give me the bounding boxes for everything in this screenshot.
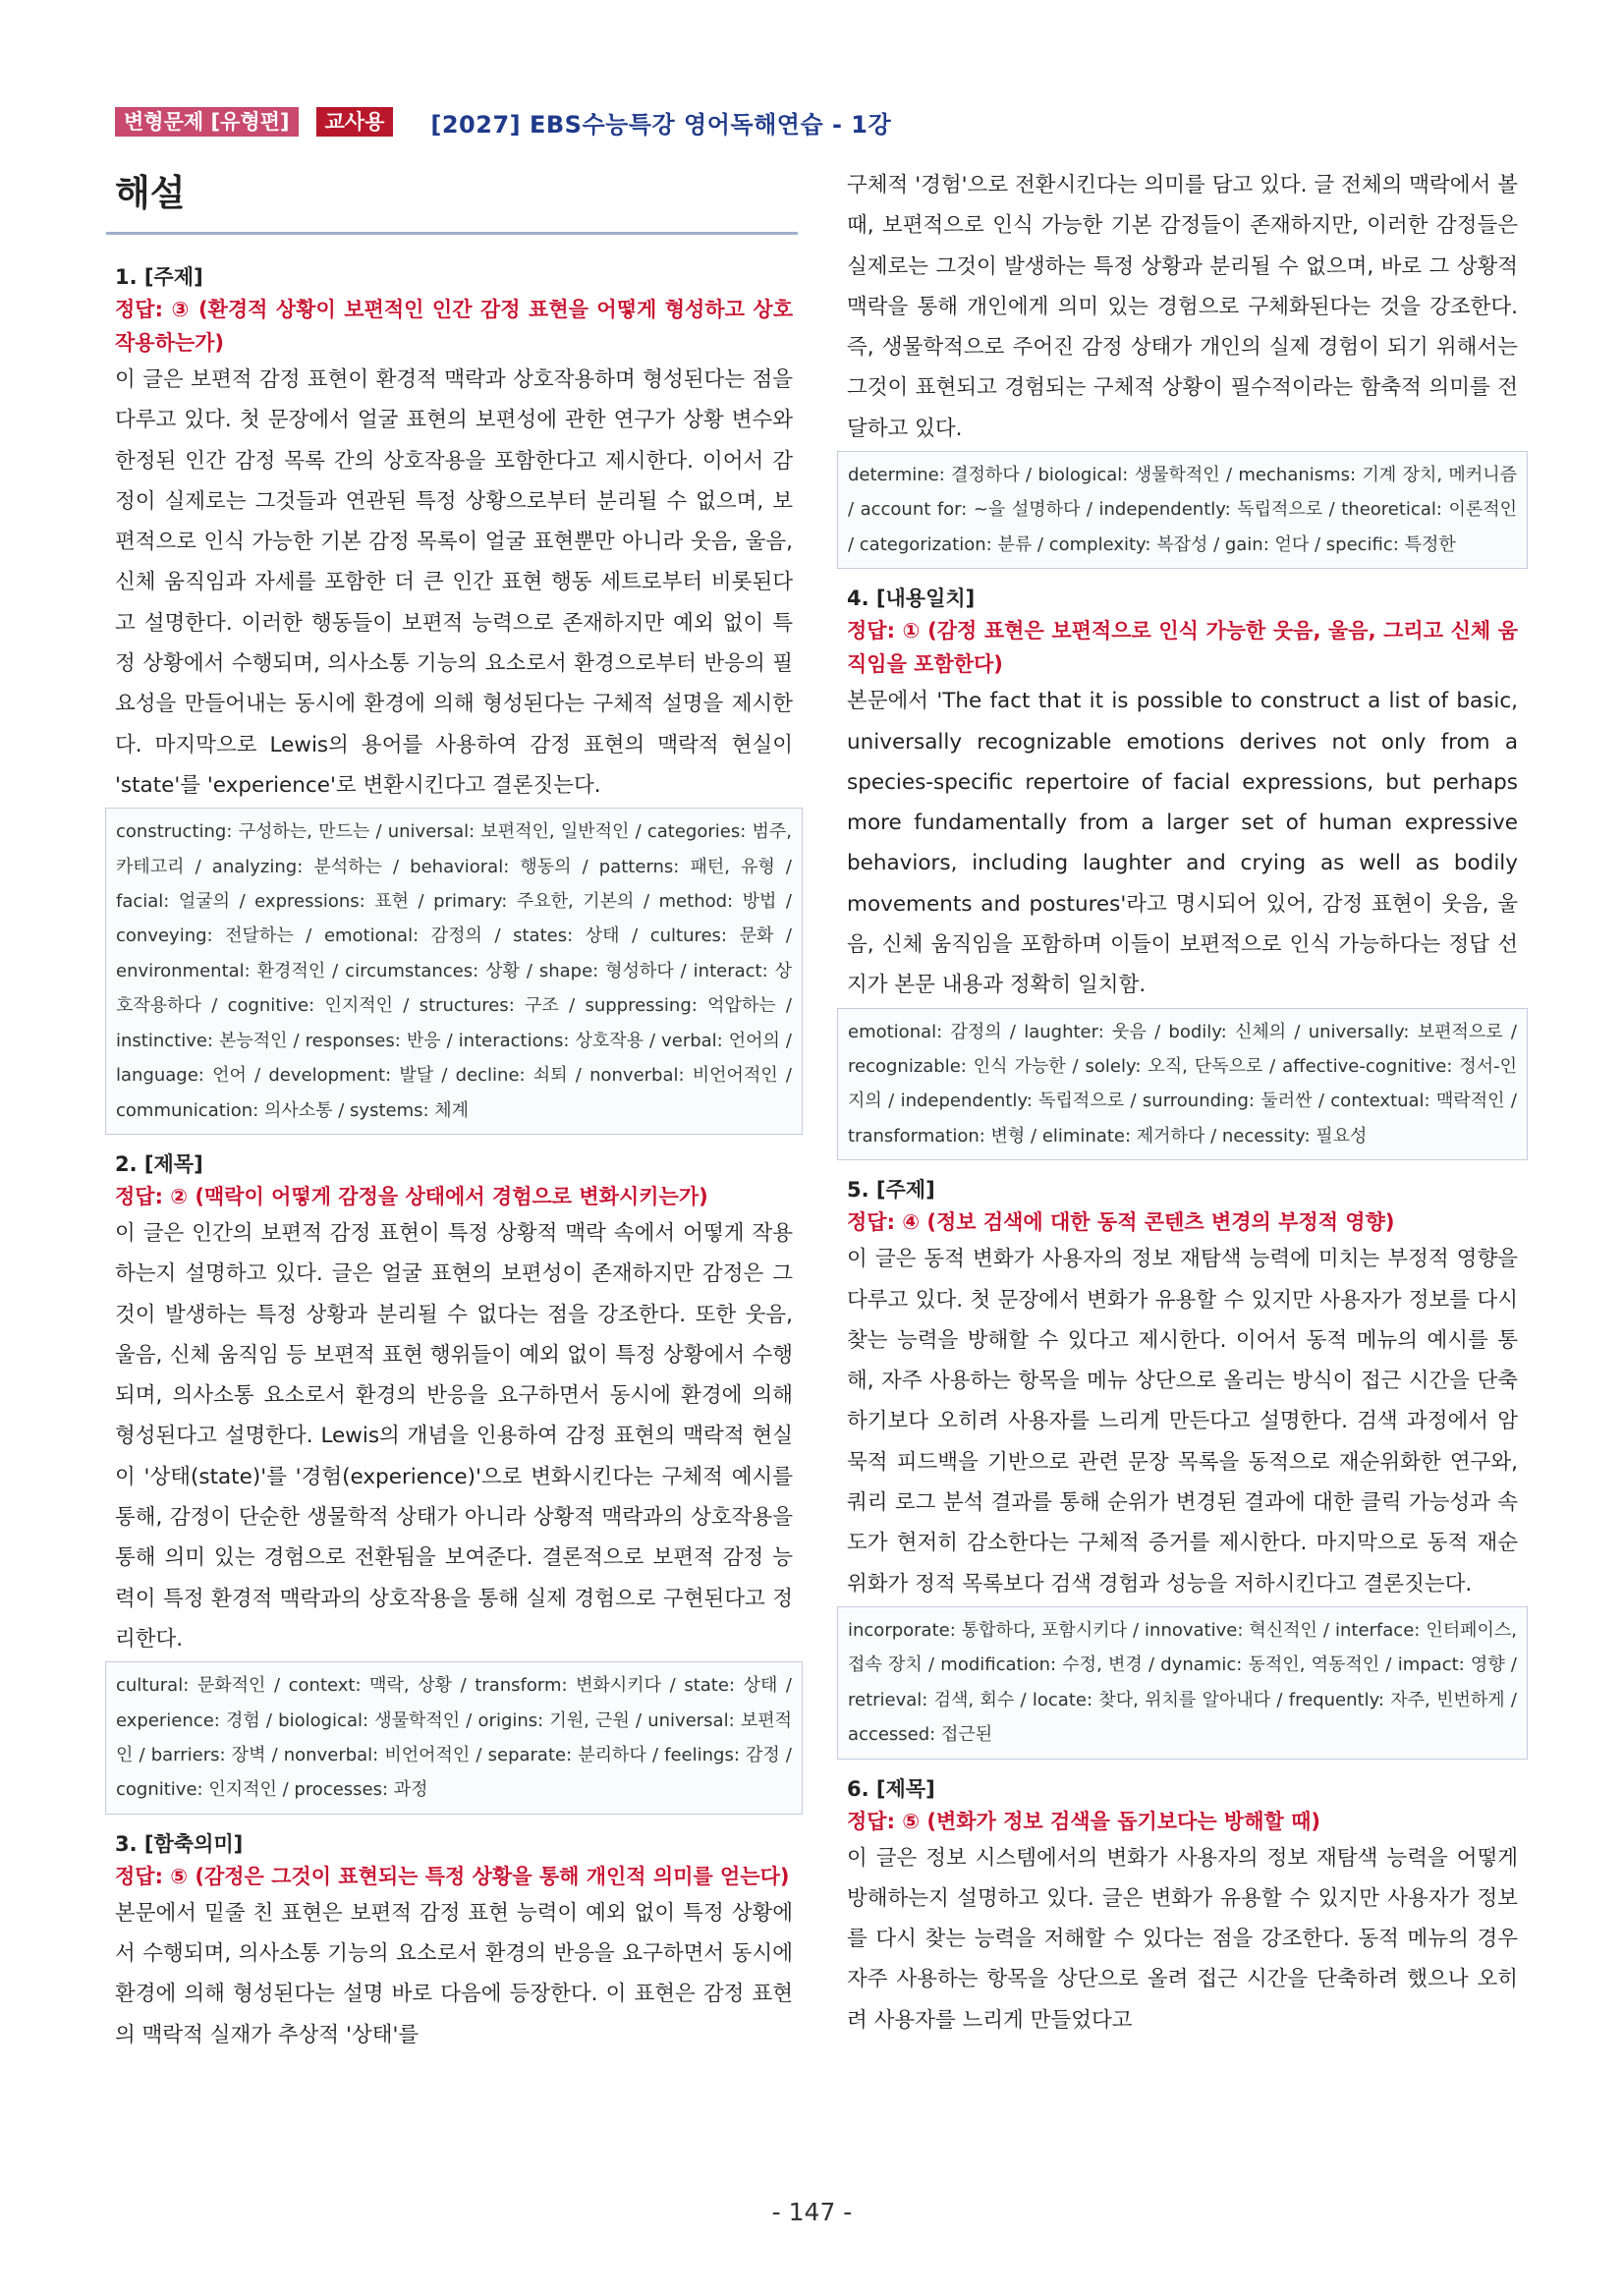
answer-line: 정답: ④ (정보 검색에 대한 동적 콘텐츠 변경의 부정적 영향) [847, 1210, 1395, 1235]
answer-line: 정답: ① (감정 표현은 보편적으로 인식 가능한 웃음, 울음, 그리고 신체 움직임을 포함한다) [847, 619, 1518, 677]
header-title: [2027] EBS수능특강 영어독해연습 - 1강 [430, 110, 892, 139]
vocabulary-box: emotional: 감정의 / laughter: 웃음 / bodily: 신체의 / universally: 보편적으로 / recognizable: 인식 가능한 / solely: 오직, 단독으로 / affective-cognitive: 정서-인지의 / independently: 독립적으로 / surrounding: 둘러싼 / contextual: 맥락적인 / transformation: 변형 / eliminate: 제거하다 / necessity: 필요성 [837, 1008, 1528, 1161]
type-tag: 변형문제 [유형편] [115, 107, 299, 137]
question-heading: 2. [제목] [115, 1151, 203, 1176]
question-heading: 3. [함축의미] [115, 1831, 244, 1856]
section-3-continued [847, 165, 1518, 569]
question-heading: 4. [내용일치] [847, 587, 976, 611]
explanation-text: 이 글은 정보 시스템에서의 변화가 사용자의 정보 재탐색 능력을 어떻게 방해하는지 설명하고 있다. 글은 변화가 유용할 수 있지만 사용자가 정보를 다시 찾는 능력을 저해할 수 있다는 점을 강조한다. 동적 메뉴의 경우 자주 사용하는 항목을 상단으로 올려 접근 시간을 단축하려 했으나 오히려 사용자를 느리게 만들었다고 [847, 1845, 1518, 2033]
question-heading: 6. [제목] [847, 1776, 935, 1801]
explanation-text-continued: 구체적 '경험'으로 전환시킨다는 의미를 담고 있다. 글 전체의 맥락에서 볼 때, 보편적으로 인식 가능한 기본 감정들이 존재하지만, 이러한 감정들은 실제로는 그것이 발생하는 특정 상황과 분리될 수 없으며, 바로 그 상황적 맥락을 통해 개인에게 의미 있는 경험으로 구체화된다는 것을 강조한다. 즉, 생물학적으로 주어진 감정 상태가 개인의 실제 경험이 되기 위해서는 그것이 표현되고 경험되는 구체적 상황이 필수적이라는 함축적 의미를 전달하고 있다. [847, 173, 1518, 441]
answer-line: 정답: ② (맥락이 어떻게 감정을 상태에서 경험으로 변화시키는가) [115, 1184, 708, 1208]
page-header [115, 104, 891, 140]
explanation-text: 이 글은 동적 변화가 사용자의 정보 재탐색 능력에 미치는 부정적 영향을 다루고 있다. 첫 문장에서 변화가 유용할 수 있지만 사용자가 정보를 다시 찾는 능력을 방해할 수 있다고 제시한다. 이어서 동적 메뉴의 예시를 통해, 자주 사용하는 항목을 메뉴 상단으로 올리는 방식이 접근 시간을 단축하기보다 오히려 사용자를 느리게 만든다고 설명한다. 검색 과정에서 암묵적 피드백을 기반으로 관련 문장 목록을 동적으로 재순위화한 연구와, 쿼리 로그 분석 결과를 통해 순위가 변경된 결과에 대한 클릭 가능성과 속도가 현저히 감소한다는 구체적 증거를 제시한다. 마지막으로 동적 재순위화가 정적 목록보다 검색 경험과 성능을 저하시킨다고 결론짓는다. [847, 1247, 1518, 1596]
section-4 [847, 583, 1518, 1160]
answer-line: 정답: ③ (환경적 상황이 보편적인 인간 감정 표현을 어떻게 형성하고 상호작용하는가) [115, 298, 793, 355]
page-number: - 147 - [771, 2198, 853, 2226]
left-column [115, 250, 793, 2055]
vocabulary-box: incorporate: 통합하다, 포함시키다 / innovative: 혁신적인 / interface: 인터페이스, 접속 장치 / modification: 수정, 변경 / dynamic: 동적인, 역동적인 / impact: 영향 / retrieval: 검색, 회수 / locate: 찾다, 위치를 알아내다 / frequently: 자주, 빈번하게 / accessed: 접근된 [837, 1606, 1528, 1760]
section-5 [847, 1174, 1518, 1759]
section-1 [115, 261, 793, 1135]
right-column [847, 165, 1518, 2041]
page-title: 해설 [115, 172, 186, 214]
answer-line: 정답: ⑤ (감정은 그것이 표현되는 특정 상황을 통해 개인적 의미를 얻는다) [115, 1864, 790, 1888]
vocabulary-box: cultural: 문화적인 / context: 맥락, 상황 / transform: 변화시키다 / state: 상태 / experience: 경험 / biological: 생물학적인 / origins: 기원, 근원 / universal: 보편적인 / barriers: 장벽 / nonverbal: 비언어적인 / separate: 분리하다 / feelings: 감정 / cognitive: 인지적인 / processes: 과정 [105, 1661, 803, 1815]
vocabulary-box: determine: 결정하다 / biological: 생물학적인 / mechanisms: 기계 장치, 메커니즘 / account for: ~을 설명하다 / independently: 독립적으로 / theoretical: 이론적인 / categorization: 분류 / complexity: 복잡성 / gain: 얻다 / specific: 특정한 [837, 451, 1528, 569]
teacher-tag: 교사용 [316, 107, 394, 137]
explanation-text: 본문에서 밑줄 친 표현은 보편적 감정 표현 능력이 예외 없이 특정 상황에서 수행되며, 의사소통 기능의 요소로서 환경의 반응을 요구하면서 동시에 환경에 의해 형성된다는 설명 바로 다음에 등장한다. 이 표현은 감정 표현의 맥락적 실재가 추상적 '상태'를 [115, 1900, 793, 2047]
section-2 [115, 1148, 793, 1815]
question-heading: 1. [주제] [115, 265, 203, 289]
explanation-text: 이 글은 보편적 감정 표현이 환경적 맥락과 상호작용하며 형성된다는 점을 다루고 있다. 첫 문장에서 얼굴 표현의 보편성에 관한 연구가 상황 변수와 한정된 인간 감정 목록 간의 상호작용을 포함한다고 제시한다. 이어서 감정이 실제로는 그것들과 연관된 특정 상황으로부터 분리될 수 없으며, 보편적으로 인식 가능한 기본 감정 목록이 얼굴 표현뿐만 아니라 웃음, 울음, 신체 움직임과 자세를 포함한 더 큰 인간 표현 행동 세트로부터 비롯된다고 설명한다. 이러한 행동들이 보편적 능력으로 존재하지만 예외 없이 특정 상황에서 수행되며, 의사소통 기능의 요소로서 환경으로부터 반응의 필요성을 만들어내는 동시에 환경에 의해 형성된다는 구체적 설명을 제시한다. 마지막으로 Lewis의 용어를 사용하여 감정 표현의 맥락적 현실이 'state'를 'experience'로 변환시킨다고 결론짓는다. [115, 367, 793, 798]
section-6 [847, 1773, 1518, 2041]
question-heading: 5. [주제] [847, 1178, 935, 1203]
vocabulary-box: constructing: 구성하는, 만드는 / universal: 보편적인, 일반적인 / categories: 범주, 카테고리 / analyzing: 분석하는 / behavioral: 행동의 / patterns: 패턴, 유형 / facial: 얼굴의 / expressions: 표현 / primary: 주요한, 기본의 / method: 방법 / conveying: 전달하는 / emotional: 감정의 / states: 상태 / cultures: 문화 / environmental: 환경적인 / circumstances: 상황 / shape: 형성하다 / interact: 상호작용하다 / cognitive: 인지적인 / structures: 구조 / suppressing: 억압하는 / instinctive: 본능적인 / responses: 반응 / interactions: 상호작용 / verbal: 언어의 / language: 언어 / development: 발달 / decline: 쇠퇴 / nonverbal: 비언어적인 / communication: 의사소통 / systems: 체계 [105, 808, 803, 1135]
explanation-text: 본문에서 'The fact that it is possible to construct a list of basic, universally recognizable emotions derives not only from a species-specific repertoire of facial expressions, but perhaps more fundamentally from a larger set of human expressive behaviors, including laughter and crying as well as bodily movements and postures'라고 명시되어 있어, 감정 표현이 웃음, 울음, 신체 움직임을 포함하며 이들이 보편적으로 인식 가능하다는 정답 선지가 본문 내용과 정확히 일치함. [847, 689, 1518, 998]
explanation-text: 이 글은 인간의 보편적 감정 표현이 특정 상황적 맥락 속에서 어떻게 작용하는지 설명하고 있다. 글은 얼굴 표현의 보편성이 존재하지만 감정은 그것이 발생하는 특정 상황과 분리될 수 없다는 점을 강조한다. 또한 웃음, 울음, 신체 움직임 등 보편적 표현 행위들이 예외 없이 특정 상황에서 수행되며, 의사소통 요소로서 환경의 반응을 요구하면서 동시에 환경에 의해 형성된다고 설명한다. Lewis의 개념을 인용하여 감정 표현의 맥락적 현실이 '상태(state)'를 '경험(experience)'으로 변화시킨다는 구체적 예시를 통해, 감정이 단순한 생물학적 상태가 아니라 상황적 맥락과의 상호작용을 통해 의미 있는 경험으로 전환됨을 보여준다. 결론적으로 보편적 감정 능력이 특정 환경적 맥락과의 상호작용을 통해 실제 경험으로 구현된다고 정리한다. [115, 1220, 793, 1652]
answer-line: 정답: ⑤ (변화가 정보 검색을 돕기보다는 방해할 때) [847, 1809, 1320, 1833]
title-divider [106, 232, 798, 235]
section-3 [115, 1828, 793, 2055]
